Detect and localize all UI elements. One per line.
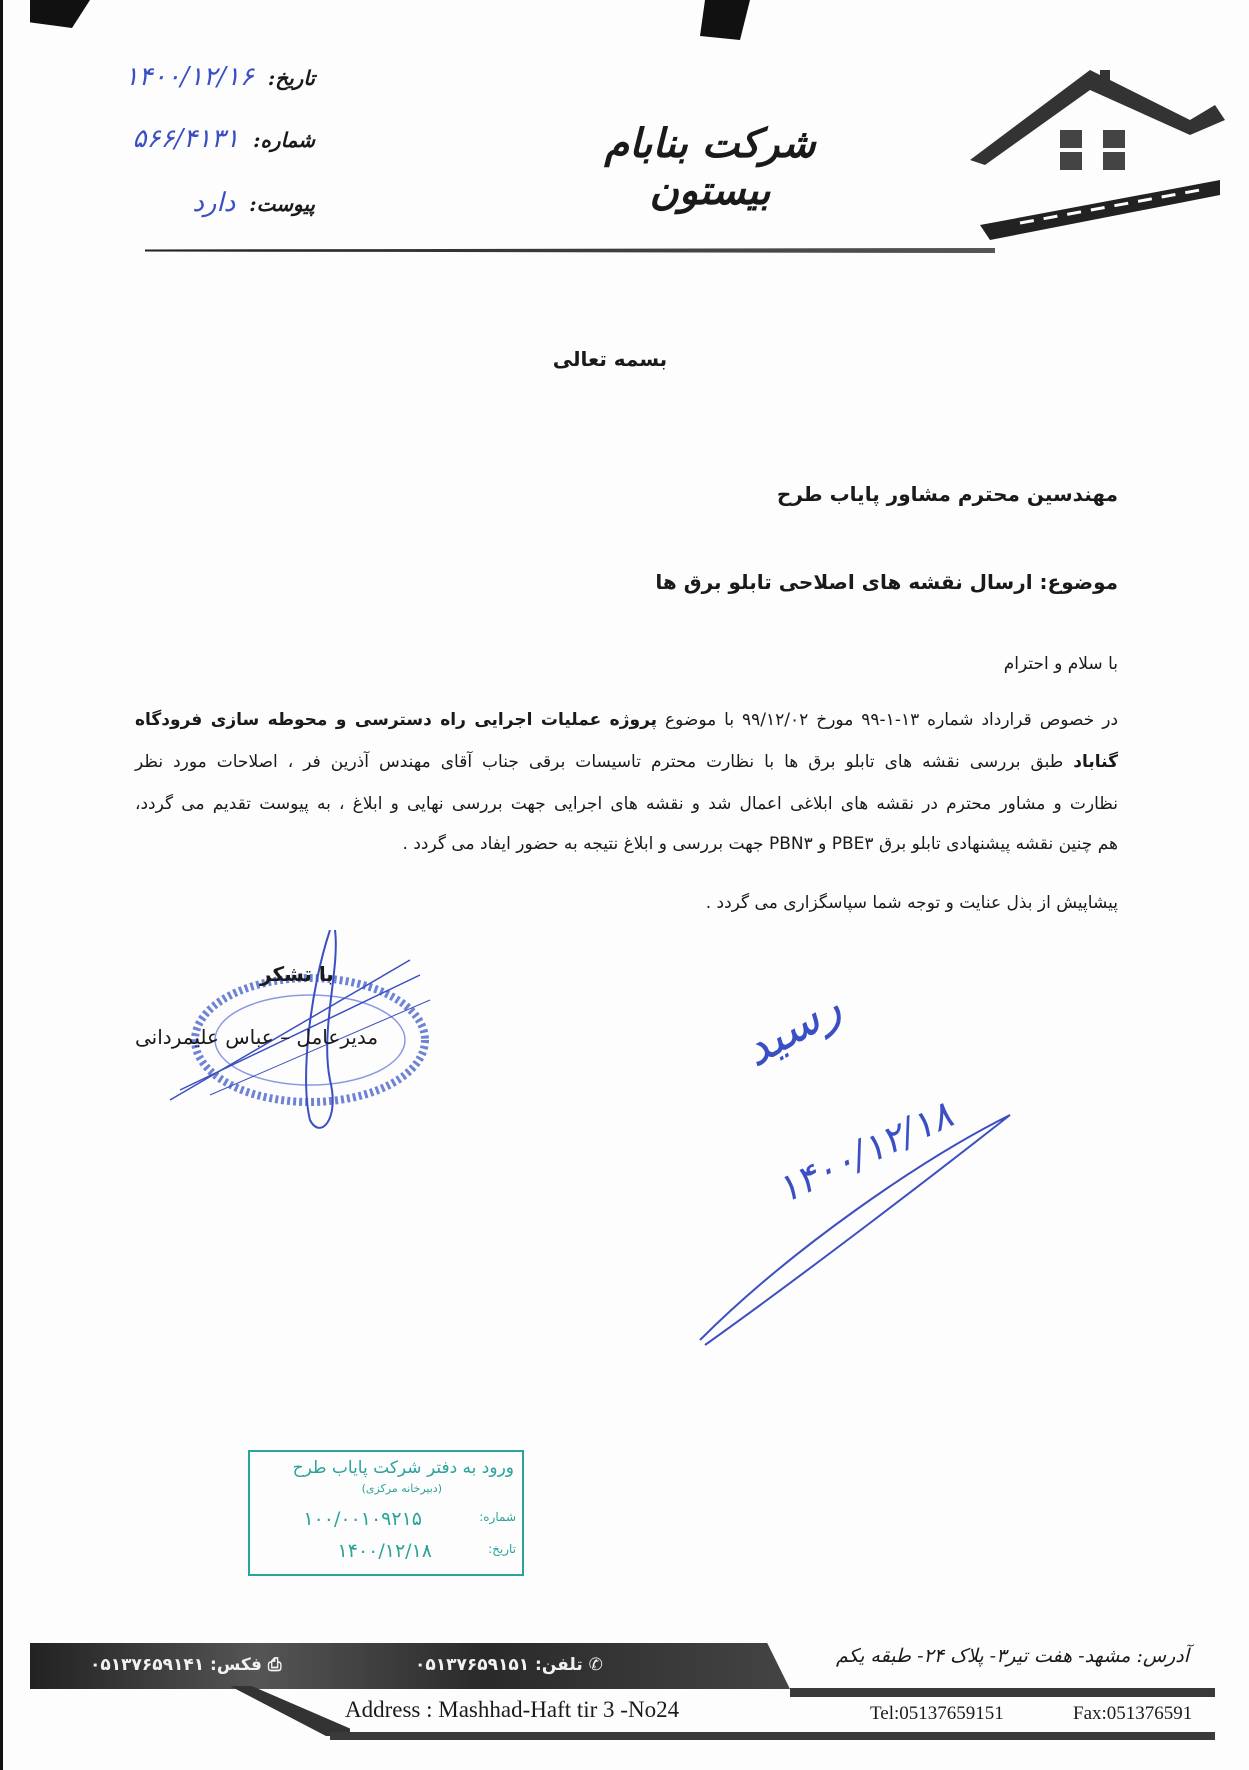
body-line-4: هم چنین نقشه پیشنهادی تابلو برق PBE۳ و PBN۳ جهت بررسی و ابلاغ نتیجه به حضور ایفاد می گردد . bbox=[402, 834, 1118, 854]
body-line-2: گناباد طبق بررسی نقشه های تابلو برق ها با نظارت محترم تاسیسات برقی جناب آقای مهندس آذرین فر ، اصلاحات مورد نظر bbox=[135, 752, 1118, 772]
closing: پیشاپیش از بذل عنایت و توجه شما سپاسگزاری می گردد . bbox=[705, 893, 1118, 913]
signatory: مدیرعامل – عباس علیمردانی bbox=[135, 1025, 379, 1049]
scan-mark bbox=[700, 0, 750, 40]
footer-rule-top bbox=[790, 1688, 1215, 1697]
scan-edge bbox=[0, 0, 3, 1770]
footer-fax-fa: ⎙ فکس: ۰۵۱۳۷۶۵۹۱۴۱ bbox=[90, 1655, 282, 1675]
body-line-3: نظارت و مشاور محترم در نقشه های ابلاغی اعمال شد و نقشه های اجرایی جهت بررسی نهایی و ابلاغ ، به پیوست تقدیم می گردد، bbox=[135, 794, 1118, 814]
footer-address-en: Address : Mashhad-Haft tir 3 -No24 bbox=[345, 1697, 680, 1722]
handwritten-date: ۱۴۰۰/۱۲/۱۸ bbox=[769, 1092, 960, 1212]
attachment-field: پیوست: دارد bbox=[192, 188, 315, 218]
footer-slant bbox=[230, 1686, 350, 1736]
phone-icon: ✆ bbox=[582, 1655, 603, 1675]
footer-address-fa: آدرس: مشهد- هفت تیر۳- پلاک ۲۴- طبقه یکم bbox=[835, 1645, 1189, 1667]
footer-tel-en: Tel:05137659151 bbox=[870, 1703, 1004, 1724]
receipt-stamp: ورود به دفتر شرکت پایاب طرح (دبیرخانه مرکزی) شماره: ۱۰۰/۰۰۱۰۹۲۱۵ تاریخ: ۱۴۰۰/۱۲/۱۸ bbox=[248, 1450, 524, 1576]
handwritten-stroke bbox=[690, 1110, 1020, 1350]
printer-icon: ⎙ bbox=[261, 1655, 282, 1675]
date-field: تاریخ: ۱۴۰۰/۱۲/۱۶ bbox=[124, 62, 315, 92]
footer-rule-bottom bbox=[330, 1732, 1215, 1740]
invocation: بسمه تعالی bbox=[552, 347, 668, 371]
header-rule bbox=[145, 248, 995, 253]
house-logo-icon bbox=[960, 60, 1225, 250]
thanks: با تشکر bbox=[260, 962, 334, 986]
footer-fax-en: Fax:051376591 bbox=[1073, 1703, 1193, 1724]
number-field: شماره: ۵۶۶/۴۱۳۱ bbox=[132, 124, 315, 154]
greeting: با سلام و احترام bbox=[1003, 654, 1118, 674]
company-logo-text: شرکت بنابام بیستون bbox=[604, 120, 816, 214]
recipient: مهندسین محترم مشاور پایاب طرح bbox=[776, 482, 1118, 506]
handwritten-note: رسید bbox=[732, 977, 851, 1079]
body-line-1: در خصوص قرارداد شماره ۱۳-۱-۹۹ مورخ ۹۹/۱۲/۰۲ با موضوع پروژه عملیات اجرایی راه دسترسی و محوطه سازی فرودگاه bbox=[135, 710, 1119, 730]
scan-mark bbox=[30, 0, 90, 28]
subject: موضوع: ارسال نقشه های اصلاحی تابلو برق ها bbox=[655, 570, 1118, 594]
footer-phone-fa: ✆ تلفن: ۰۵۱۳۷۶۵۹۱۵۱ bbox=[415, 1655, 603, 1675]
